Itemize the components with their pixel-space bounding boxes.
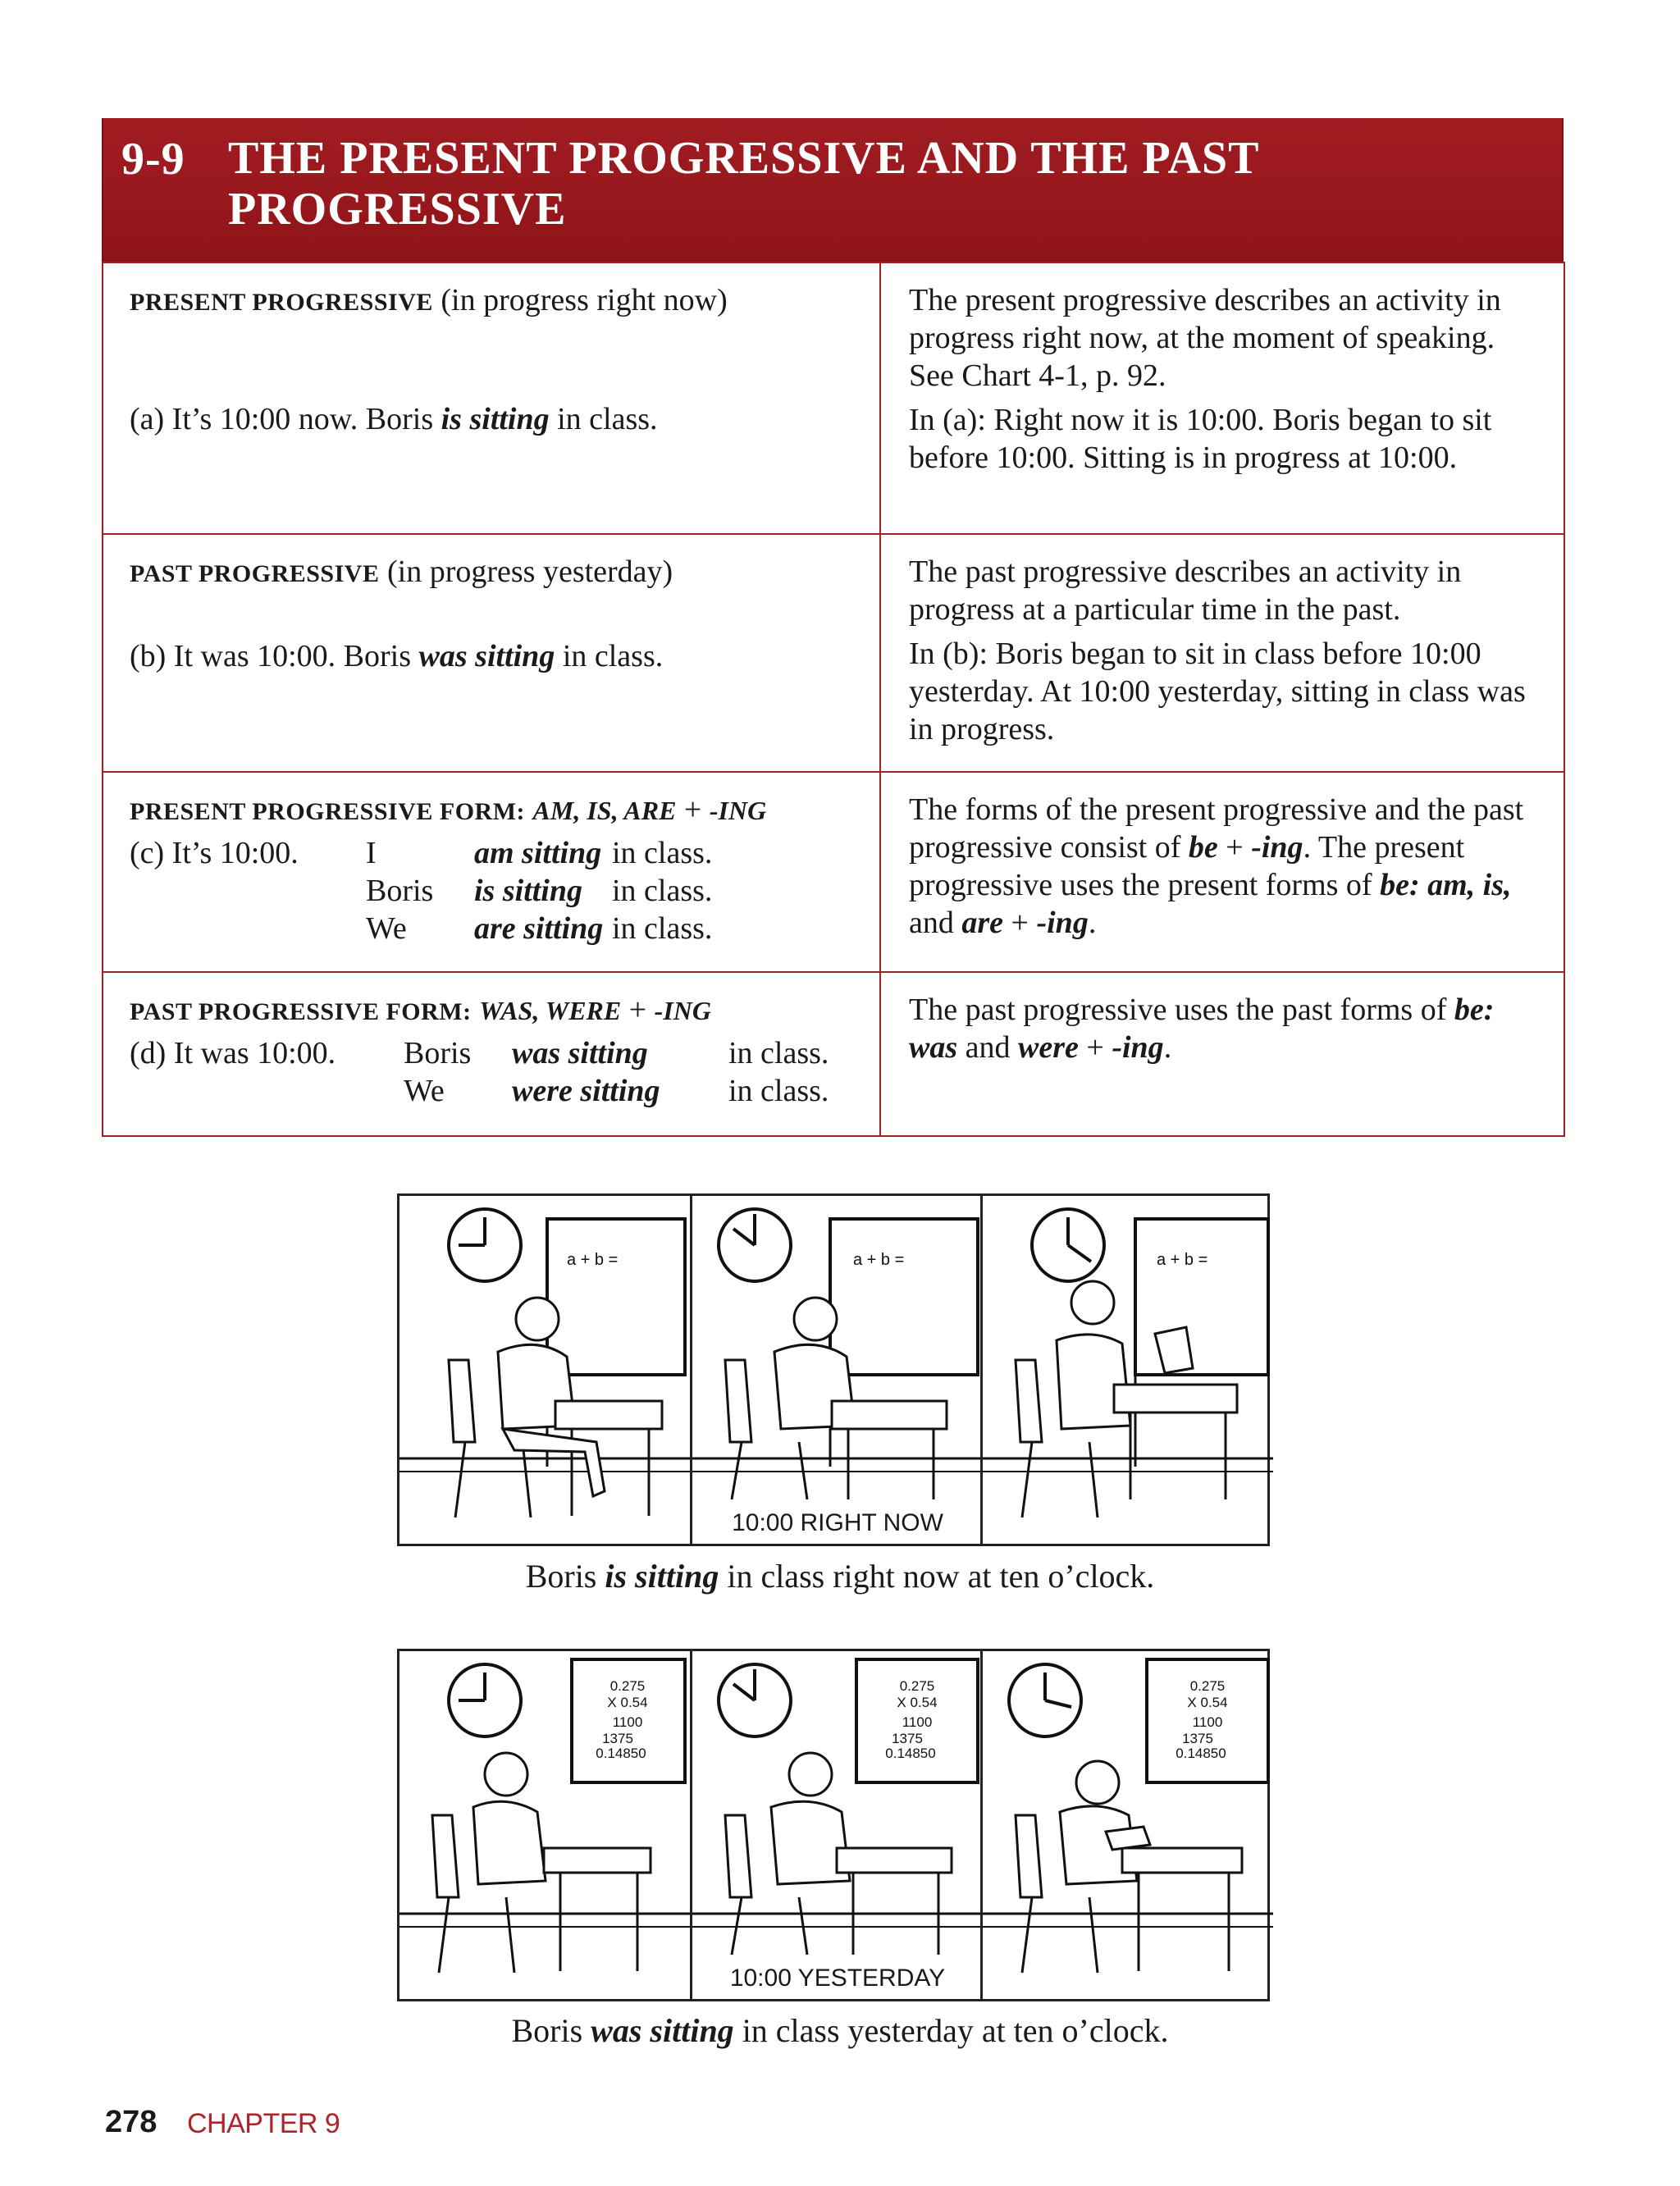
explanation-cell: [880, 534, 1564, 772]
illustration-caption: Boris is sitting in class right now at ten o’clock.: [525, 1558, 1155, 1595]
explanation-paragraph: The present progressive describes an activity in progress right now, at the moment of speaking. See Chart 4-1, p. 92.: [909, 283, 1501, 393]
example-cell: [103, 772, 880, 972]
example-conjugation: (d) It was 10:00. Boris was sitting in class. We were sitting in class.: [130, 1036, 829, 1108]
svg-text:a + b =: a + b =: [567, 1251, 619, 1269]
example-sentence: (a) It’s 10:00 now. Boris is sitting in class.: [130, 402, 658, 436]
explanation-cell: [880, 262, 1564, 534]
svg-text:X 0.54: X 0.54: [897, 1695, 938, 1710]
explanation-cell: [880, 972, 1564, 1136]
student-drawing: [399, 1651, 690, 1999]
row-heading: PRESENT PROGRESSIVE FORM: AM, IS, ARE + -ING: [130, 792, 767, 827]
comic-panel: [399, 1196, 690, 1544]
row-heading: PAST PROGRESSIVE FORM: WAS, WERE + -ING: [130, 993, 711, 1027]
chart-header: [102, 118, 1564, 262]
svg-text:1375: 1375: [602, 1731, 633, 1746]
explanation-paragraph: The past progressive describes an activity in progress at a particular time in the past.: [909, 554, 1462, 627]
comic-panel: [980, 1196, 1273, 1544]
svg-text:0.275: 0.275: [899, 1678, 935, 1694]
chart-number: 9-9: [121, 134, 185, 185]
explanation-paragraph: In (a): Right now it is 10:00. Boris began to sit before 10:00. Sitting is in progress at 10:00.: [909, 403, 1492, 475]
student-drawing: [692, 1196, 983, 1544]
student-drawing: [399, 1196, 690, 1544]
example-sentence: (b) It was 10:00. Boris was sitting in class.: [130, 639, 664, 673]
illustration-strip-present: [397, 1193, 1270, 1546]
example-cell: [103, 972, 880, 1136]
svg-text:X 0.54: X 0.54: [1187, 1695, 1228, 1710]
panel-time-label: 10:00 YESTERDAY: [692, 1965, 983, 1992]
page-number: 278: [105, 2105, 158, 2139]
chapter-label: CHAPTER 9: [187, 2108, 340, 2139]
svg-text:1100: 1100: [612, 1714, 643, 1730]
comic-panel: [690, 1196, 983, 1544]
example-cell: [103, 262, 880, 534]
comic-panel: [690, 1651, 983, 1999]
svg-text:0.275: 0.275: [1189, 1678, 1226, 1694]
table-row: [103, 262, 1564, 534]
illustration-strip-past: [397, 1649, 1270, 2001]
explanation-paragraph: In (b): Boris began to sit in class before 10:00 yesterday. At 10:00 yesterday, sitting in class was in progress.: [909, 637, 1526, 746]
student-drawing: [983, 1196, 1273, 1544]
svg-text:a + b =: a + b =: [1157, 1251, 1208, 1269]
svg-text:1375: 1375: [892, 1731, 923, 1746]
student-drawing: [983, 1651, 1273, 1999]
grammar-chart-table: [102, 262, 1565, 1137]
svg-text:0.14850: 0.14850: [885, 1746, 936, 1761]
example-conjugation: (c) It’s 10:00. I am sitting in class. Boris is sitting in class. We are sitting in class.: [130, 836, 713, 946]
svg-text:0.275: 0.275: [609, 1678, 646, 1694]
example-cell: [103, 534, 880, 772]
explanation-cell: [880, 772, 1564, 972]
table-row: [103, 772, 1564, 972]
svg-text:X 0.54: X 0.54: [607, 1695, 648, 1710]
svg-text:a + b =: a + b =: [853, 1251, 905, 1269]
svg-text:1100: 1100: [1192, 1714, 1223, 1730]
svg-text:1100: 1100: [902, 1714, 933, 1730]
table-row: [103, 972, 1564, 1136]
row-heading: PRESENT PROGRESSIVE (in progress right now): [130, 283, 728, 317]
student-drawing: [692, 1651, 983, 1999]
row-heading: PAST PROGRESSIVE (in progress yesterday): [130, 554, 673, 589]
table-row: [103, 534, 1564, 772]
comic-panel: [399, 1651, 690, 1999]
explanation-paragraph: The forms of the present progressive and the past progressive consist of be + -ing. The present progressive uses the present forms of be: am, is, and are + -ing.: [909, 792, 1524, 940]
svg-text:0.14850: 0.14850: [596, 1746, 646, 1761]
explanation-paragraph: The past progressive uses the past forms of be: was and were + -ing.: [909, 993, 1495, 1065]
illustration-caption: Boris was sitting in class yesterday at ten o’clock.: [511, 2012, 1169, 2049]
svg-text:0.14850: 0.14850: [1176, 1746, 1226, 1761]
comic-panel: [980, 1651, 1273, 1999]
panel-time-label: 10:00 RIGHT NOW: [692, 1509, 983, 1537]
chart-title: THE PRESENT PROGRESSIVE AND THE PAST PROGRESSIVE: [228, 133, 1259, 235]
svg-text:1375: 1375: [1182, 1731, 1213, 1746]
